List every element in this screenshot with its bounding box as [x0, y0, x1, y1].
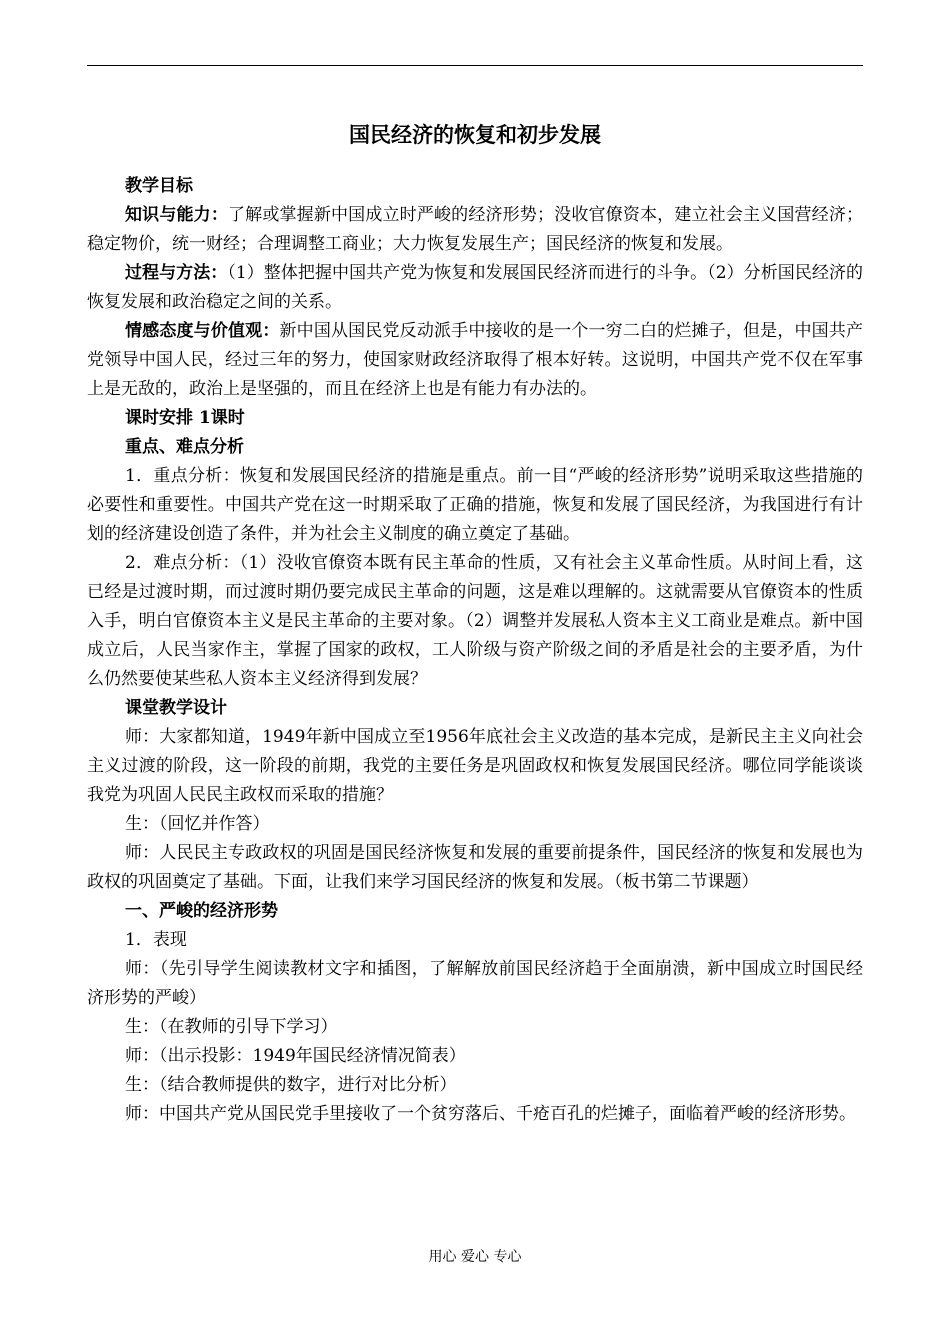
heading-schedule: 课时安排 1课时	[125, 408, 245, 428]
paragraph-key-analysis: 1．重点分析：恢复和发展国民经济的措施是重点。前一目“严峻的经济形势”说明采取这些措施的必要性和重要性。中国共产党在这一时期采取了正确的措施，恢复和发展了国民经济，为我国进行有计划的经济建设创造了条件，并为社会主义制度的确立奠定了基础。	[87, 466, 863, 544]
paragraph-text: 了解或掌握新中国成立时严峻的经济形势；没收官僚资本，建立社会主义国营经济；稳定物价，统一财经；合理调整工商业；大力恢复发展生产；国民经济的恢复和发展。	[87, 205, 863, 254]
paragraph-process	[87, 259, 863, 317]
paragraph-teacher-4: 师：（出示投影：1949年国民经济情况简表）	[125, 1046, 466, 1066]
heading-teaching-goals: 教学目标	[125, 176, 193, 196]
paragraph-student-2: 生：（在教师的引导下学习）	[125, 1017, 338, 1037]
paragraph-difficulty-analysis: 2．难点分析：（1）没收官僚资本既有民主革命的性质，又有社会主义革命性质。从时间上看，这已经是过渡时期，而过渡时期仍要完成民主革命的问题，这是难以理解的。这就需要从官僚资本的性质入手，明白官僚资本主义是民主革命的主要对象。（2）调整并发展私人资本主义工商业是难点。新中国成立后，人民当家作主，掌握了国家的政权，工人阶级与资产阶级之间的矛盾是社会的主要矛盾，为什么仍然要使某些私人资本主义经济得到发展？	[87, 553, 863, 689]
document-title: 国民经济的恢复和初步发展	[349, 122, 601, 147]
paragraph-lead: 知识与能力：	[125, 205, 228, 225]
paragraph-teacher-1: 师：大家都知道，1949年新中国成立至1956年底社会主义改造的基本完成，是新民主主义向社会主义过渡的阶段，这一阶段的前期，我党的主要任务是巩固政权和恢复发展国民经济。哪位同学能谈谈我党为巩固人民民主政权而采取的措施？	[87, 727, 863, 805]
paragraph-values	[87, 317, 863, 404]
header-rule	[87, 65, 863, 66]
paragraph-knowledge	[87, 201, 863, 259]
paragraph-lead: 过程与方法：	[125, 263, 228, 283]
paragraph-text: （1）整体把握中国共产党为恢复和发展国民经济而进行的斗争。（2）分析国民经济的恢复发展和政治稳定之间的关系。	[87, 263, 863, 312]
paragraph-subheading-1: 1．表现	[125, 930, 187, 950]
page-footer: 用心 爱心 专心	[428, 1249, 522, 1265]
heading-class-design: 课堂教学设计	[125, 698, 227, 718]
paragraph-student-1: 生：（回忆并作答）	[125, 814, 270, 834]
paragraph-teacher-5: 师：中国共产党从国民党手里接收了一个贫穷落后、千疮百孔的烂摊子，面临着严峻的经济形势。	[125, 1104, 856, 1124]
paragraph-text: 新中国从国民党反动派手中接收的是一个一穷二白的烂摊子，但是，中国共产党领导中国人民，经过三年的努力，使国家财政经济取得了根本好转。这说明，中国共产党不仅在军事上是无敌的，政治上是坚强的，而且在经济上也是有能力有办法的。	[87, 321, 863, 399]
paragraph-teacher-2: 师：人民民主专政政权的巩固是国民经济恢复和发展的重要前提条件，国民经济的恢复和发展也为政权的巩固奠定了基础。下面，让我们来学习国民经济的恢复和发展。（板书第二节课题）	[87, 843, 863, 892]
document-body	[87, 118, 863, 1129]
heading-key-points: 重点、难点分析	[125, 437, 244, 457]
heading-section-1: 一、严峻的经济形势	[125, 901, 278, 921]
paragraph-student-3: 生：（结合教师提供的数字，进行对比分析）	[125, 1075, 457, 1095]
paragraph-lead: 情感态度与价值观：	[125, 321, 280, 341]
paragraph-teacher-3: 师：（先引导学生阅读教材文字和插图，了解解放前国民经济趋于全面崩溃，新中国成立时国民经济形势的严峻）	[87, 959, 863, 1008]
